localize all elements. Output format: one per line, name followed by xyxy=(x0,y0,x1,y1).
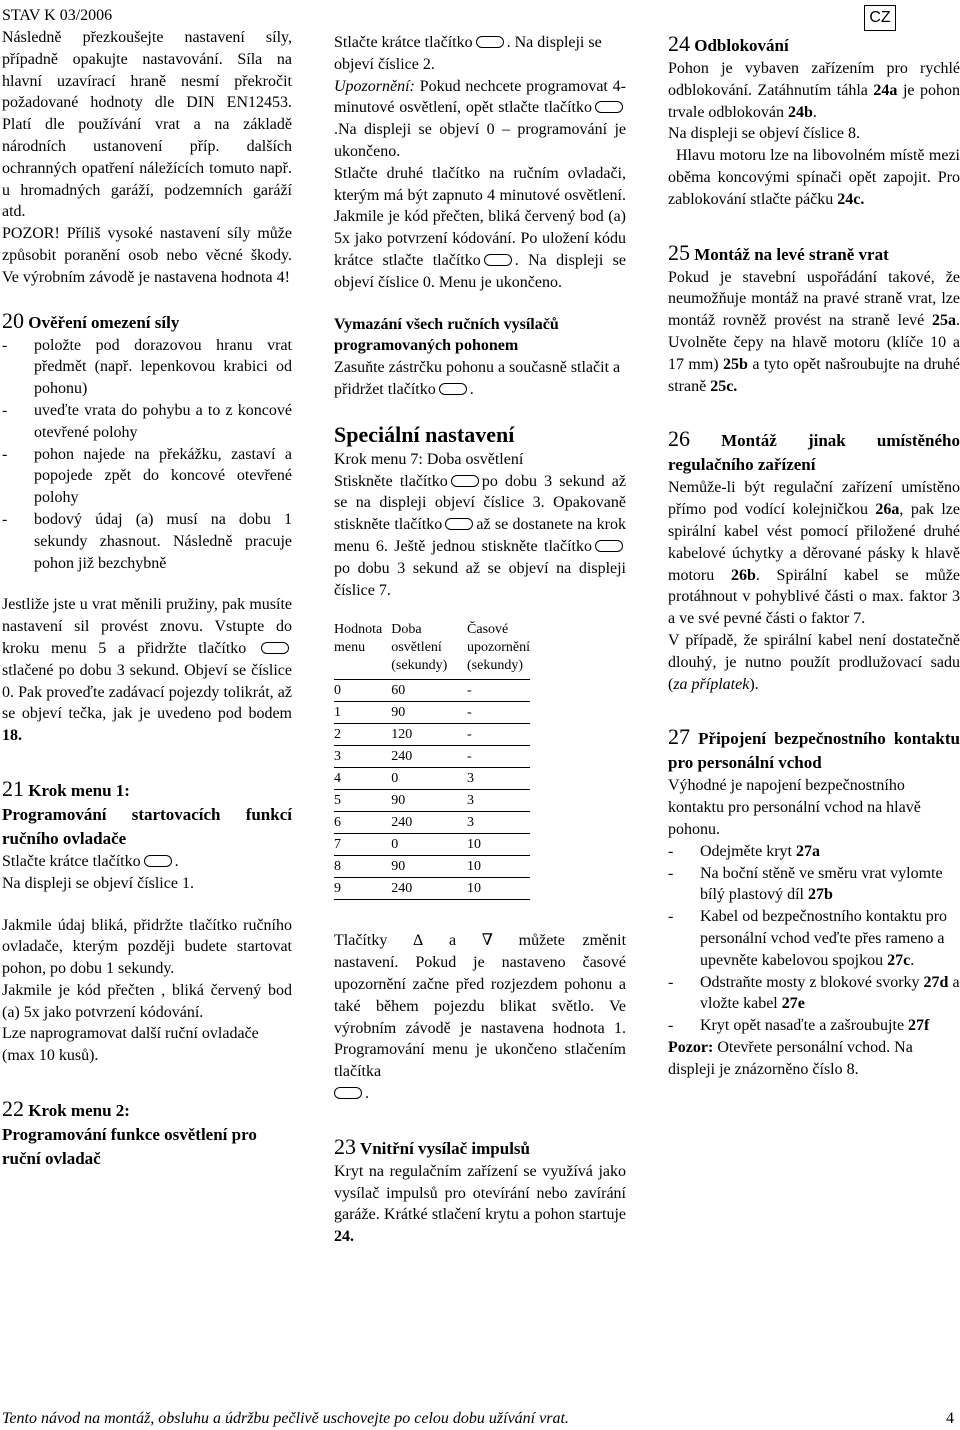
s21-display-note: Na displeji se objeví číslice 1. xyxy=(2,874,194,892)
text-span: a tyto opět našroubujte na druhé straně xyxy=(668,355,960,395)
figure-reference: 24a xyxy=(873,81,898,99)
table-cell: 3 xyxy=(334,746,391,768)
s21-paragraph-max: Lze naprogramovat další ruční ovladače (max 10 kusů). xyxy=(2,1025,259,1065)
text-span: . Na displeji se objeví číslice 0. Menu je ukončeno. xyxy=(334,251,626,291)
text-span: Kryt na regulačním zařízení se využívá jako vysílač impulsů pro otevírání nebo zavírání garáže. Krátké stlačení krytu a pohon startuje xyxy=(334,1162,626,1224)
text-span: za příplatek xyxy=(673,675,750,693)
figure-reference: 27a xyxy=(795,842,820,860)
figure-reference: 25a xyxy=(932,312,956,330)
special-settings-paragraph xyxy=(334,471,626,602)
s24-paragraph-1 xyxy=(668,58,960,123)
column-left xyxy=(2,5,292,1171)
section-25-heading xyxy=(668,241,960,267)
text-span: . xyxy=(910,951,915,969)
down-triangle-icon: ∇ xyxy=(481,932,493,950)
table-cell: 10 xyxy=(467,856,530,878)
table-cell: 0 xyxy=(391,768,467,790)
c2-warning xyxy=(334,76,626,163)
text-span: V případě, že spirální kabel není dostatečně dlouhý, je nutno použít prodlužovací sadu ( xyxy=(668,631,960,693)
table-cell: 90 xyxy=(391,702,467,724)
figure-reference: 27b xyxy=(808,886,833,904)
column-right xyxy=(668,32,960,1080)
button-icon xyxy=(334,1087,362,1099)
section-title: Krok menu 2: xyxy=(28,1101,130,1121)
table-header: Doba osvětlení (sekundy) xyxy=(391,622,448,674)
figure-reference: 27d xyxy=(923,973,949,991)
button-icon xyxy=(476,36,504,48)
section-title: Montáž jinak umístěného regulačního zařízení xyxy=(668,431,960,475)
table-cell: 2 xyxy=(334,724,391,746)
figure-reference: 25b xyxy=(723,355,748,373)
text-span: Pokud je stavební uspořádání takové, že neumožňuje montáž na pravé straně vrat, lze montáž rovněž provést na straně levé xyxy=(668,268,960,330)
erase-paragraph xyxy=(334,357,626,401)
section-title: Ověření omezení síly xyxy=(28,312,180,332)
footer-note: Tento návod na montáž, obsluhu a údržbu pečlivě uschovejte po celou dobu užívání vrat. xyxy=(2,1410,569,1427)
text-span: Zasuňte zástrčku pohonu a současně stlačit a přidržet tlačítko xyxy=(334,359,621,398)
table-row xyxy=(334,790,530,812)
text-span: Kryt opět nasaďte a zašroubujte xyxy=(700,1017,905,1035)
list-item: - bodový údaj (a) musí na dobu 1 sekundy zhasnout. Následně pracuje pohon již bezchybně xyxy=(2,509,292,574)
table-row xyxy=(334,768,530,790)
table-cell: 240 xyxy=(391,746,467,768)
figure-reference: 27e xyxy=(781,995,805,1013)
section-number: 24 xyxy=(668,31,690,56)
section-title: Vnitřní vysílač impulsů xyxy=(359,1138,530,1158)
text-span: ). xyxy=(749,675,759,693)
text-span: Tlačítky xyxy=(334,932,388,950)
table-cell: - xyxy=(467,702,530,724)
text-span: Odstraňte mosty z blokové svorky xyxy=(700,973,920,991)
table-row xyxy=(334,834,530,856)
button-icon xyxy=(439,383,467,395)
table-cell: 240 xyxy=(391,812,467,834)
special-settings-heading: Speciální nastavení xyxy=(334,421,515,447)
section-20-list xyxy=(2,335,292,575)
table-cell: - xyxy=(467,724,530,746)
warning-label: Pozor: xyxy=(668,1038,714,1056)
section-27-heading xyxy=(668,725,960,775)
text-span: až se dostanete na krok menu 6. Ještě jednou stiskněte tlačítko xyxy=(334,516,626,555)
menu-step-7-label: Krok menu 7: Doba osvětlení xyxy=(334,450,524,468)
text-span: Na boční stěně ve směru vrat vylomte bílý plastový díl xyxy=(700,864,943,904)
text-span: po dobu 3 sekund až se na displeji objeví číslice 3. Opakovaně stiskněte tlačítko xyxy=(334,472,626,534)
button-icon xyxy=(595,101,623,113)
text-span: stlačené po dobu 3 sekund. Objeví se číslice 0. Pak proveďte zadávací pojezdy tolikrát, až se objeví tečka, jak je uvedeno pod bodem xyxy=(2,661,292,723)
section-number: 21 xyxy=(2,775,24,801)
s27-final-note xyxy=(668,1037,960,1081)
section-number: 20 xyxy=(2,307,24,333)
table-body xyxy=(334,680,530,900)
table-row xyxy=(334,856,530,878)
table-row xyxy=(334,746,530,768)
table-row xyxy=(334,702,530,724)
document-code: STAV K 03/2006 xyxy=(2,7,113,24)
text-span: . xyxy=(365,1084,369,1102)
s24-paragraph-2: Na displeji se objeví číslice 8. xyxy=(668,125,860,143)
table-cell: 90 xyxy=(391,856,467,878)
s21-paragraph-hold: Jakmile údaj bliká, přidržte tlačítko ručního ovladače, kterým později budete startovat pohon, po dobu 1 sekundy. xyxy=(2,916,292,978)
text-span: Pokud nechcete programovat 4-minutové osvětlení, opět stlačte tlačítko xyxy=(334,77,626,117)
erase-heading: Vymazání všech ručních vysílačů programovaných pohonem xyxy=(334,315,559,355)
table-cell: 3 xyxy=(467,812,530,834)
text-span: Hlavu motoru lze na libovolném místě mezi oběma koncovými spínači opět zapojit. Pro zablokování stlačte páčku xyxy=(668,147,960,208)
button-icon xyxy=(595,540,623,552)
figure-reference: 18. xyxy=(2,727,22,745)
button-icon xyxy=(261,642,289,654)
column-middle xyxy=(334,32,626,1248)
s27-paragraph-1: Výhodné je napojení bezpečnostního kontaktu pro personální vchod na hlavě pohonu. xyxy=(668,777,921,838)
section-number: 25 xyxy=(668,239,690,265)
button-icon xyxy=(451,475,479,487)
section-title: Montáž na levé straně vrat xyxy=(694,244,889,264)
s26-paragraph-2 xyxy=(668,630,960,695)
button-icon xyxy=(144,855,172,867)
figure-reference: 24. xyxy=(334,1228,354,1246)
button-icon xyxy=(445,518,473,530)
section-22-heading xyxy=(2,1097,292,1171)
force-warning-paragraph: POZOR! Příliš vysoké nastavení síly může způsobit poranění osob nebo věcné škody. Ve výrobním závodě je nastavena hodnota 4! xyxy=(2,225,292,286)
figure-reference: 27f xyxy=(908,1017,930,1035)
s21-step-1 xyxy=(2,851,292,873)
text-span: , pak lze spirální kabel vést pomocí přiložené druhé kabelové úchytky a děrované pásky k hlavě motoru xyxy=(668,501,960,584)
section-21-heading xyxy=(2,777,292,851)
springs-paragraph xyxy=(2,594,292,747)
text-span: po dobu 3 sekund až se objeví na displeji číslice 7. xyxy=(334,559,626,599)
table-cell: 5 xyxy=(334,790,391,812)
list-item xyxy=(668,841,960,863)
text-span: . Uvolněte čepy na hlavě motoru (klíče 10 a 17 mm) xyxy=(668,312,960,373)
text-span: je pohon trvale odblokován xyxy=(668,81,960,121)
c2-paragraph-2 xyxy=(334,163,626,294)
text-span: Stiskněte tlačítko xyxy=(334,472,448,490)
list-item xyxy=(668,1015,960,1037)
text-span: Stlačte druhé tlačítko na ručním ovladači, kterým má být zapnuto 4 minutové osvětlení. Jakmile je kód přečten, bliká červený bod (a) 5x jako potvrzení kódování. Po uložení kódu krátce stlačte tlačítko xyxy=(334,164,626,269)
force-check-paragraph: Následně přezkoušejte nastavení síly, případně opakujte nastavování. Síla na hlavní uzavírací hraně nesmí překročit požadované hodnoty dle DIN EN12453. Platí dle používání vrat a na základě národních ustanovení příp. dalších ochranných opatření náležících tomuto např. u hromadných garáží, podzemních garáží atd. xyxy=(2,29,292,221)
table-cell: 0 xyxy=(334,680,391,702)
page-footer xyxy=(2,1408,958,1430)
text-span: . Na displeji se objeví číslice 2. xyxy=(334,34,602,73)
s24-paragraph-3 xyxy=(668,145,960,210)
table-cell: 120 xyxy=(391,724,467,746)
s25-paragraph xyxy=(668,267,960,398)
warning-label: Upozornění: xyxy=(334,77,415,95)
section-subtitle: Programování startovacích funkcí ručního ovladače xyxy=(2,804,292,848)
table-cell: 4 xyxy=(334,768,391,790)
section-number: 23 xyxy=(334,1133,356,1159)
s26-paragraph-1 xyxy=(668,477,960,630)
section-title: Krok menu 1: xyxy=(28,780,130,800)
table-cell: 10 xyxy=(467,834,530,856)
table-cell: 0 xyxy=(391,834,467,856)
text-span: . xyxy=(469,380,474,398)
text-span: . xyxy=(812,103,817,121)
button-icon xyxy=(484,254,512,266)
c2-paragraph-1 xyxy=(334,32,626,76)
figure-reference: 24b xyxy=(787,103,813,121)
table-row xyxy=(334,724,530,746)
table-row xyxy=(334,812,530,834)
s23-paragraph xyxy=(334,1161,626,1248)
table-cell: 10 xyxy=(467,878,530,900)
buttons-paragraph xyxy=(334,930,626,1104)
up-triangle-icon: Δ xyxy=(413,932,424,950)
figure-reference: 26b xyxy=(730,566,756,584)
figure-reference: 27c xyxy=(887,951,911,969)
table-header: Hodnota menu xyxy=(334,622,383,656)
section-title: Odblokování xyxy=(694,36,789,55)
section-26-heading xyxy=(668,427,960,477)
text-span: Stlačte krátce tlačítko xyxy=(334,34,473,51)
figure-reference: 26a xyxy=(875,501,900,519)
table-cell: 7 xyxy=(334,834,391,856)
text-span: . xyxy=(174,852,179,870)
text-span: můžete změnit nastavení. Pokud je nastaveno časové upozornění začne před rozjezdem pohonu a také během pojezdu blikat světlo. Ve výrobním závodě je nastavena hodnota 1. Programování menu je ukončeno stlačením tlačítka xyxy=(334,932,627,1081)
section-subtitle: Programování funkce osvětlení pro ruční ovladač xyxy=(2,1125,257,1169)
table-cell: - xyxy=(467,680,530,702)
table-cell: 3 xyxy=(467,768,530,790)
table-cell: - xyxy=(467,746,530,768)
text-span: Jestliže jste u vrat měnili pružiny, pak musíte nastavení sil provést znovu. Vstupte do kroku menu 5 a přidržte tlačítko xyxy=(2,596,292,657)
table-cell: 60 xyxy=(391,680,467,702)
language-badge: CZ xyxy=(864,5,896,31)
table-cell: 240 xyxy=(391,878,467,900)
text-span: Odejměte kryt xyxy=(700,842,792,860)
text-span: a xyxy=(448,932,457,950)
list-item: - pohon najede na překážku, zastaví a popojede zpět do koncové otevřené polohy xyxy=(2,444,292,509)
section-number: 27 xyxy=(668,724,690,750)
s21-paragraph-confirm: Jakmile je kód přečten , bliká červený bod (a) 5x jako potvrzení kódování. xyxy=(2,981,292,1021)
list-item xyxy=(668,972,960,1016)
text-span: Kabel od bezpečnostního kontaktu pro personální vchod veďte přes rameno a upevněte kabelovou spojkou xyxy=(700,908,948,969)
text-span: Otevřete personální vchod. Na displeji je znázorněno číslo 8. xyxy=(668,1038,913,1078)
list-item xyxy=(668,906,960,971)
figure-reference: 24c. xyxy=(837,190,865,208)
table-row xyxy=(334,878,530,900)
figure-reference: 25c. xyxy=(710,377,738,395)
text-span: a vložte kabel xyxy=(700,973,960,1013)
table-cell: 6 xyxy=(334,812,391,834)
table-header: Časové upozornění (sekundy) xyxy=(467,622,530,674)
section-27-list xyxy=(668,841,960,1037)
text-span: Stlačte krátce tlačítko xyxy=(2,852,141,870)
section-23-heading xyxy=(334,1135,626,1161)
section-20-heading xyxy=(2,309,292,335)
table-cell: 8 xyxy=(334,856,391,878)
section-24-heading xyxy=(668,32,960,58)
list-item: - uveďte vrata do pohybu a to z koncové otevřené polohy xyxy=(2,400,292,444)
lighting-table xyxy=(334,621,530,900)
text-span: . Spirální kabel se může protáhnout v pohyblivé části o max. faktor 3 a ve své pevné části o faktor 7. xyxy=(668,566,960,628)
list-item xyxy=(668,863,960,907)
table-row xyxy=(334,680,530,702)
text-span: Nemůže-li být regulační zařízení umístěno přímo pod vodící kolejničkou xyxy=(668,479,960,519)
section-title: Připojení bezpečnostního kontaktu pro personální vchod xyxy=(668,729,960,773)
list-item: - položte pod dorazovou hranu vrat předmět (např. lepenkovou krabici od pohonu) xyxy=(2,335,292,400)
table-cell: 3 xyxy=(467,790,530,812)
page-number: 4 xyxy=(946,1410,954,1427)
section-number: 22 xyxy=(2,1096,24,1122)
table-cell: 9 xyxy=(334,878,391,900)
text-span: Pohon je vybaven zařízením pro rychlé odblokování. Zatáhnutím táhla xyxy=(668,60,960,99)
section-number: 26 xyxy=(668,426,690,452)
text-span: .Na displeji se objeví 0 – programování je ukončeno. xyxy=(334,121,626,160)
table-cell: 90 xyxy=(391,790,467,812)
table-cell: 1 xyxy=(334,702,391,724)
